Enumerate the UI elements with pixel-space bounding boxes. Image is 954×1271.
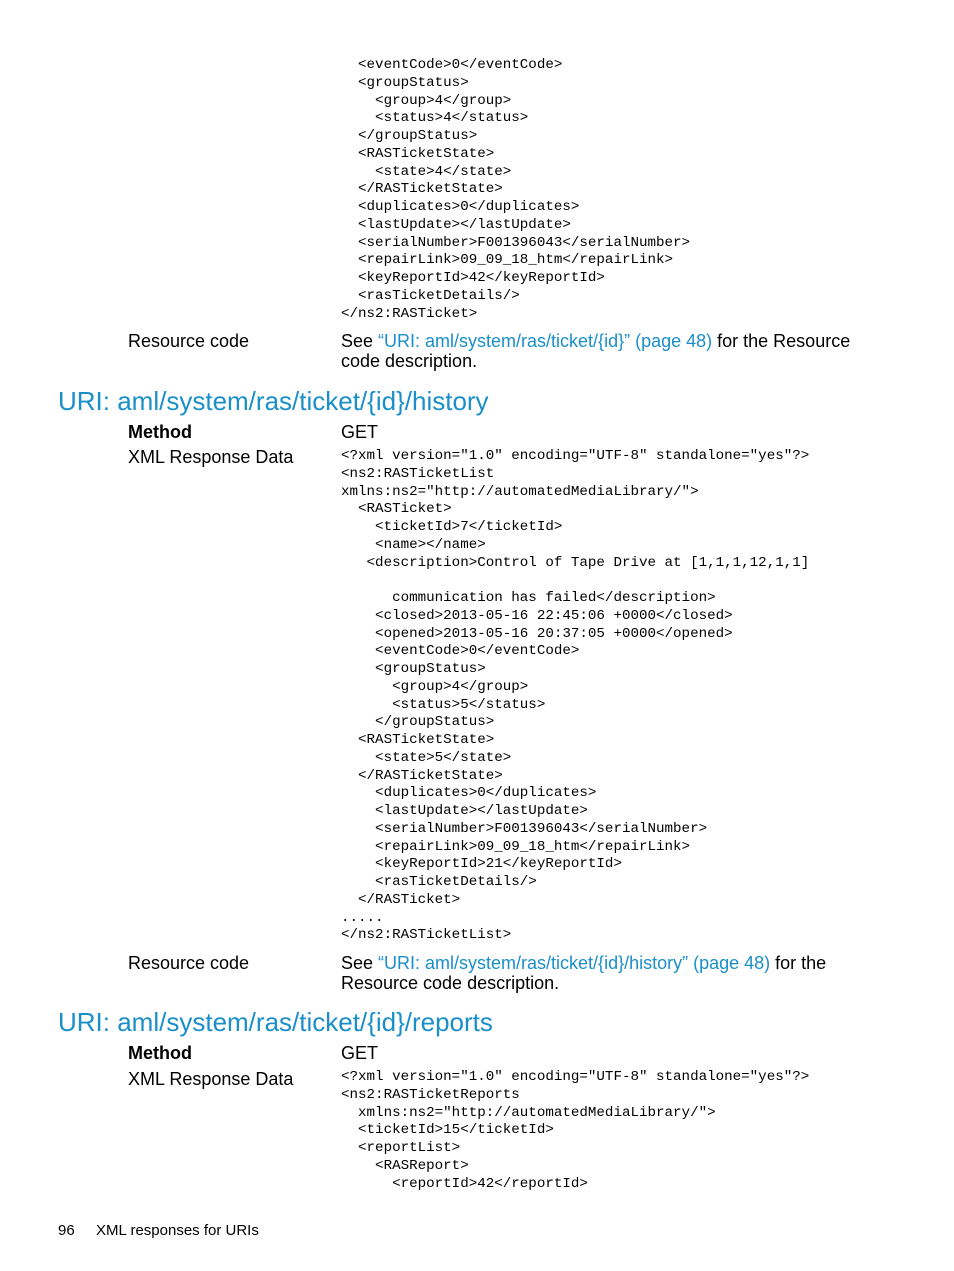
- section-heading-history: URI: aml/system/ras/ticket/{id}/history: [58, 386, 489, 416]
- xml-code-block-ticket: <eventCode>0</eventCode> <groupStatus> <group>4</group> <status>4</status> </groupStatus> <RASTicketState> <state>4</state> </RASTicketState> <duplicates>0</duplicates> <lastUpdate></lastUpdate> <serialNumber>F001396043</serialNumber> <repairLink>09_09_18_htm</repairLink> <keyReportId>42</keyReportId> <rasTicketDetails/> </ns2:RASTicket>: [341, 57, 691, 322]
- resource-suffix: for the Resource: [712, 331, 851, 351]
- resource-line2: Resource code description.: [341, 973, 560, 993]
- resource-code-description: [341, 953, 861, 993]
- footer-title: XML responses for URIs: [96, 1222, 259, 1239]
- section-heading-reports: URI: aml/system/ras/ticket/{id}/reports: [58, 1007, 493, 1037]
- method-label: Method: [128, 1043, 192, 1063]
- page-footer: [58, 1222, 259, 1240]
- see-text: See: [341, 953, 379, 973]
- xml-code-block-history: <?xml version="1.0" encoding="UTF-8" standalone="yes"?> <ns2:RASTicketList xmlns:ns2="http://automatedMediaLibrary/"> <RASTicket> <ticketId>7</ticketId> <name></name> <description>Control of Tape Drive at [1,1,1,12,1,1] communication has failed</description> <closed>2013-05-16 22:45:06 +0000</closed> <opened>2013-05-16 20:37:05 +0000</opened> <eventCode>0</eventCode> <groupStatus> <group>4</group> <status>5</status> </groupStatus> <RASTicketState> <state>5</state> </RASTicketState> <duplicates>0</duplicates> <lastUpdate></lastUpdate> <serialNumber>F001396043</serialNumber> <repairLink>09_09_18_htm</repairLink> <keyReportId>21</keyReportId> <rasTicketDetails/> </RASTicket> ..... </ns2:RASTicketList>: [341, 448, 810, 944]
- resource-code-label: Resource code: [128, 331, 250, 351]
- xml-response-label: XML Response Data: [128, 447, 294, 467]
- resource-line2: code description.: [341, 351, 478, 371]
- history-uri-link[interactable]: “URI: aml/system/ras/ticket/{id}/history” (page 48): [378, 953, 771, 973]
- resource-code-description: [341, 331, 861, 371]
- ticket-uri-link[interactable]: “URI: aml/system/ras/ticket/{id}” (page 48): [378, 331, 713, 351]
- xml-code-block-reports: <?xml version="1.0" encoding="UTF-8" standalone="yes"?> <ns2:RASTicketReports xmlns:ns2="http://automatedMediaLibrary/"> <ticketId>15</ticketId> <reportList> <RASReport> <reportId>42</reportId>: [341, 1069, 810, 1192]
- method-label: Method: [128, 422, 192, 442]
- xml-response-label: XML Response Data: [128, 1069, 294, 1089]
- see-text: See: [341, 331, 379, 351]
- resource-suffix: for the: [770, 953, 827, 973]
- method-value: GET: [341, 1043, 379, 1063]
- resource-code-label: Resource code: [128, 953, 250, 973]
- method-value: GET: [341, 422, 379, 442]
- page-number: 96: [58, 1222, 75, 1239]
